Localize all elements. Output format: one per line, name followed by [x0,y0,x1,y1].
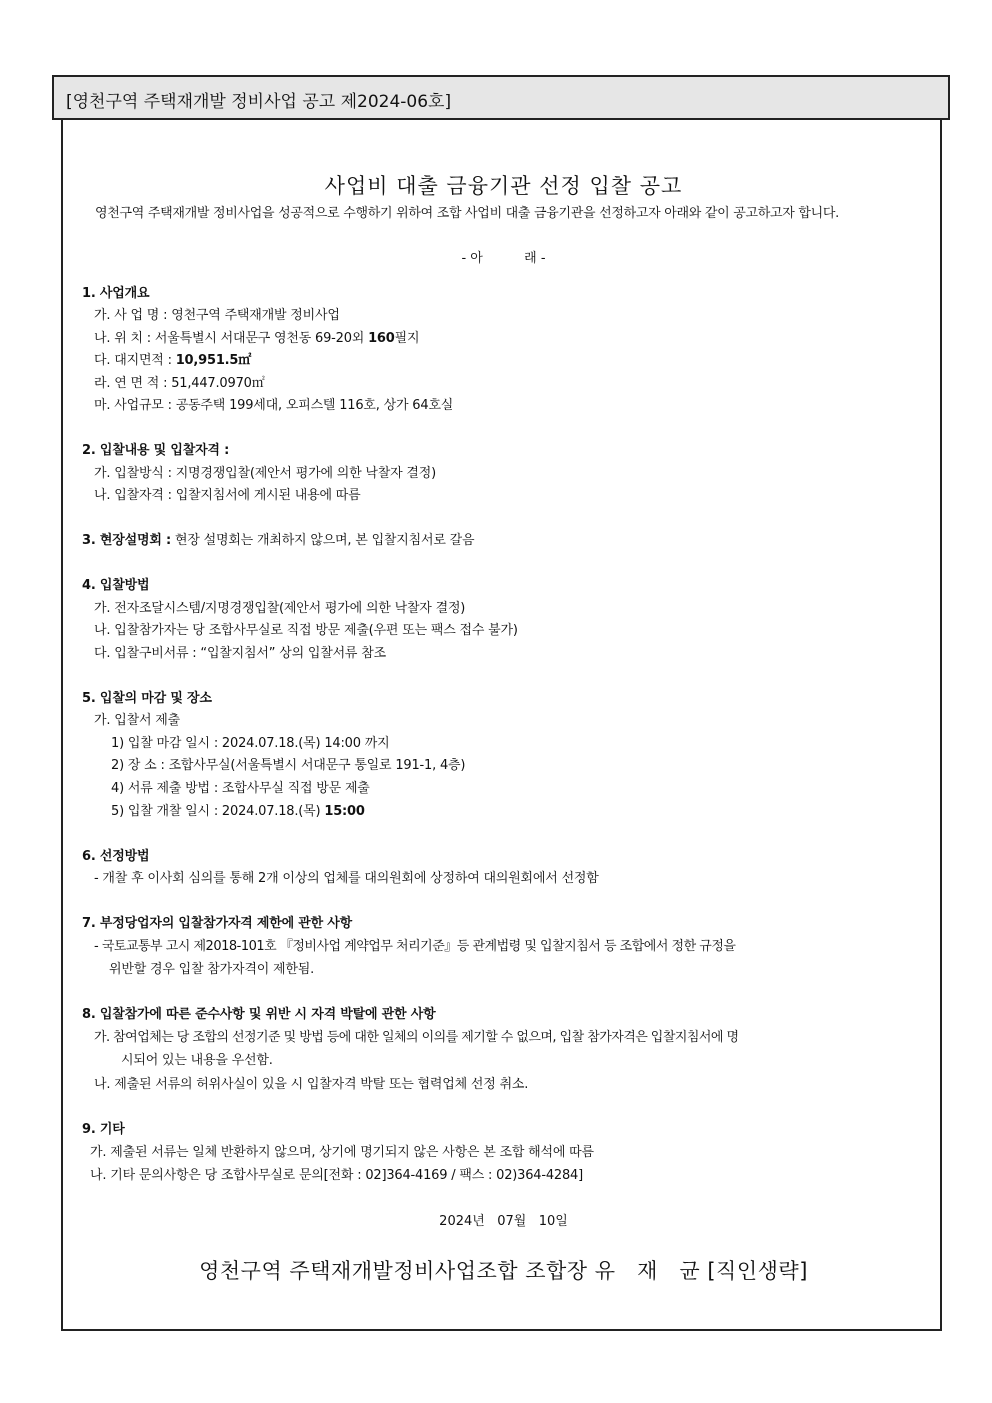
section-1-item-b: 나. 위 치 : 서울특별시 서대문구 영천동 69-20외 160필지 [94,331,420,346]
ahrae-label: - 아 래 - [461,251,546,266]
section-8-item-a-line-1: 가. 참여업체는 당 조합의 선정기준 및 방법 등에 대한 일체의 이의를 제기할 수 없으며, 입찰 참가자격은 입찰지침서에 명 [94,1030,739,1045]
section-1-item-c: 다. 대지면적 : 10,951.5㎡ [94,353,252,368]
section-4-heading: 4. 입찰방법 [82,578,150,593]
section-7-line-2: 위반할 경우 입찰 참가자격이 제한됨. [109,962,315,977]
section-2-heading: 2. 입찰내용 및 입찰자격 : [82,443,230,458]
notice-date: 2024년 07월 10일 [439,1214,568,1229]
section-5-subitem-2: 2) 장 소 : 조합사무실(서울특별시 서대문구 통일로 191-1, 4층) [111,758,466,773]
section-9-heading: 9. 기타 [82,1122,125,1137]
section-5-heading: 5. 입찰의 마감 및 장소 [82,691,212,706]
document-title: 사업비 대출 금융기관 선정 입찰 공고 [324,174,683,198]
section-5-subitem-5: 5) 입찰 개찰 일시 : 2024.07.18.(목) 15:00 [111,804,365,819]
section-5-subitem-4: 4) 서류 제출 방법 : 조합사무실 직접 방문 제출 [111,781,370,796]
section-8-item-a-line-2: 시되어 있는 내용을 우선함. [121,1053,273,1068]
section-8-item-b: 나. 제출된 서류의 허위사실이 있을 시 입찰자격 박탈 또는 협력업체 선정 취소. [94,1077,529,1092]
section-3-line: 3. 현장설명회 : 현장 설명회는 개최하지 않으며, 본 입찰지침서로 갈음 [82,533,475,548]
section-7-heading: 7. 부정당업자의 입찰참가자격 제한에 관한 사항 [82,916,353,931]
section-1-item-e: 마. 사업규모 : 공동주택 199세대, 오피스텔 116호, 상가 64호실 [94,398,454,413]
section-9-item-a: 가. 제출된 서류는 일체 반환하지 않으며, 상기에 명기되지 않은 사항은 본 조합 해석에 따름 [90,1145,594,1160]
section-1-item-a: 가. 사 업 명 : 영천구역 주택재개발 정비사업 [94,308,340,323]
section-4-item-a: 가. 전자조달시스템/지명경쟁입찰(제안서 평가에 의한 낙찰자 결정) [94,601,466,616]
section-6-text: - 개찰 후 이사회 심의를 통해 2개 이상의 업체를 대의원회에 상정하여 대의원회에서 선정함 [94,871,599,886]
intro-paragraph: 영천구역 주택재개발 정비사업을 성공적으로 수행하기 위하여 조합 사업비 대출 금융기관을 선정하고자 아래와 같이 공고하고자 합니다. [95,206,839,221]
notice-body-box [61,120,942,1331]
issuer-signature: 영천구역 주택재개발정비사업조합 조합장 유 재 균 [직인생략] [199,1259,808,1283]
notice-header-box [52,75,950,120]
section-9-item-b: 나. 기타 문의사항은 당 조합사무실로 문의[전화 : 02]364-4169 / 팩스 : 02)364-4284] [90,1168,583,1183]
section-5-subitem-1: 1) 입찰 마감 일시 : 2024.07.18.(목) 14:00 까지 [111,736,390,751]
section-1-item-d: 라. 연 면 적 : 51,447.0970㎡ [94,376,265,391]
section-1-heading: 1. 사업개요 [82,286,150,301]
section-2-item-a: 가. 입찰방식 : 지명경쟁입찰(제안서 평가에 의한 낙찰자 결정) [94,466,436,481]
section-7-line-1: - 국토교통부 고시 제2018-101호 『정비사업 계약업무 처리기준』등 관계법령 및 입찰지침서 등 조합에서 정한 규정을 [94,939,736,954]
section-8-heading: 8. 입찰참가에 따른 준수사항 및 위반 시 자격 박탈에 관한 사항 [82,1007,436,1022]
section-6-heading: 6. 선정방법 [82,849,150,864]
section-4-item-c: 다. 입찰구비서류 : “입찰지침서” 상의 입찰서류 참조 [94,646,386,661]
section-4-item-b: 나. 입찰참가자는 당 조합사무실로 직접 방문 제출(우편 또는 팩스 접수 불가) [94,623,518,638]
section-5-item-a: 가. 입찰서 제출 [94,713,180,728]
section-2-item-b: 나. 입찰자격 : 입찰지침서에 게시된 내용에 따름 [94,488,361,503]
notice-number: [영천구역 주택재개발 정비사업 공고 제2024-06호] [66,92,452,112]
